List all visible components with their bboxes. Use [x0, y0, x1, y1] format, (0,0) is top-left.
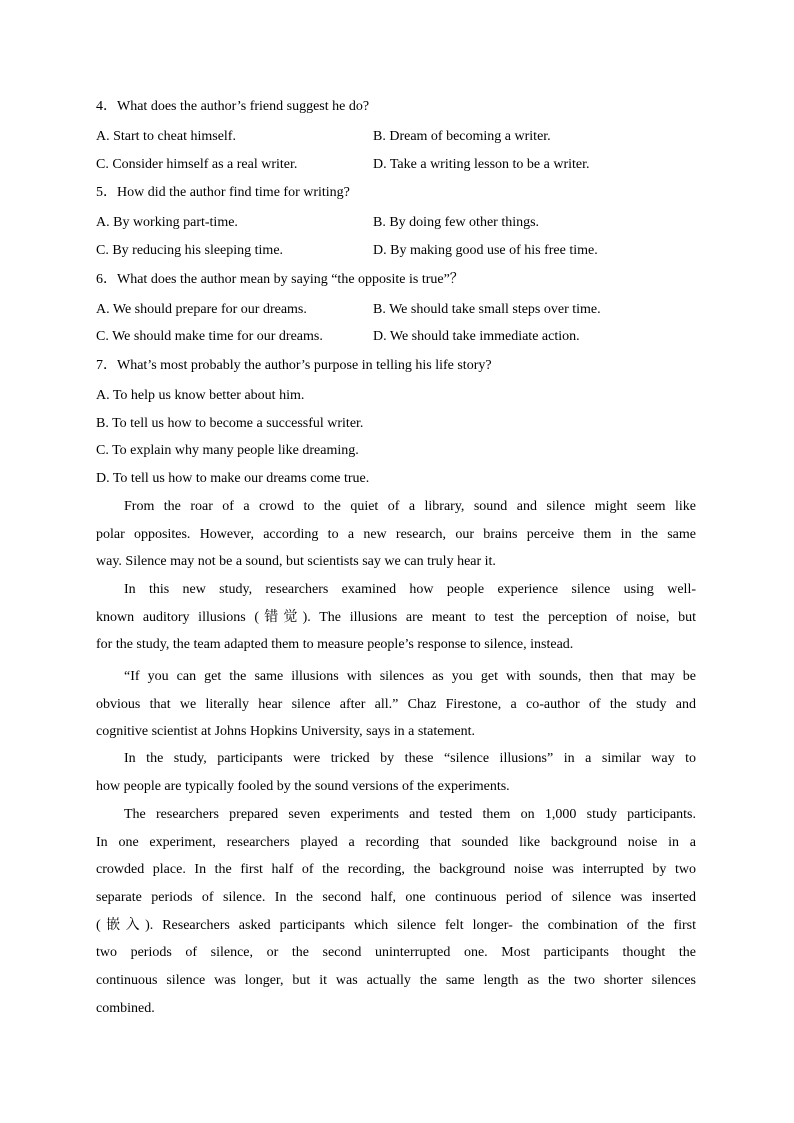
question-number: 7．: [96, 358, 117, 373]
question-text: What’s most probably the author’s purpose in telling his life story?: [117, 358, 492, 373]
question-7-stem: [96, 357, 492, 375]
question-7-option-b[interactable]: B. To tell us how to become a successful writer.: [96, 416, 364, 431]
question-6-stem: [96, 271, 464, 289]
paragraph-line: cognitive scientist at Johns Hopkins University, says in a statement.: [96, 724, 475, 740]
question-6-option-c[interactable]: C. We should make time for our dreams.: [96, 329, 323, 344]
paragraph-line: crowded place. In the first half of the recording, the background noise was interrupted by two: [96, 862, 696, 878]
paragraph-line: way. Silence may not be a sound, but scientists say we can truly hear it.: [96, 554, 496, 570]
question-text: How did the author find time for writing?: [117, 185, 350, 200]
question-4-option-d[interactable]: D. Take a writing lesson to be a writer.: [373, 157, 590, 172]
question-4-option-a[interactable]: A. Start to cheat himself.: [96, 129, 236, 144]
question-6-option-b[interactable]: B. We should take small steps over time.: [373, 302, 601, 317]
passage-paragraph-3: [96, 663, 696, 746]
paragraph-line: In one experiment, researchers played a recording that sounded like background noise in a: [96, 834, 696, 850]
question-7-option-c[interactable]: C. To explain why many people like dreaming.: [96, 443, 359, 458]
passage-paragraph-2: [96, 576, 696, 659]
paragraph-line: known auditory illusions (错觉). The illusions are meant to test the perception of noise, but: [96, 609, 696, 625]
question-text: What does the author mean by saying “the opposite is true”？: [117, 272, 464, 287]
question-number: 6．: [96, 272, 117, 287]
question-text: What does the author’s friend suggest he do?: [117, 99, 370, 114]
paragraph-line: (嵌入). Researchers asked participants which silence felt longer- the combination of the first: [96, 917, 696, 933]
question-5-option-a[interactable]: A. By working part-time.: [96, 215, 238, 230]
question-5-option-c[interactable]: C. By reducing his sleeping time.: [96, 243, 284, 258]
paragraph-line: how people are typically fooled by the sound versions of the experiments.: [96, 778, 510, 794]
paragraph-line: obvious that we literally hear silence after all.” Chaz Firestone, a co-author of the study and: [96, 696, 696, 712]
paragraph-line: polar opposites. However, according to a new research, our brains perceive them in the same: [96, 526, 696, 542]
question-5-option-d[interactable]: D. By making good use of his free time.: [373, 243, 598, 258]
paragraph-line: “If you can get the same illusions with silences as you get with sounds, then that may be: [124, 669, 696, 684]
question-number: 4．: [96, 99, 117, 114]
question-6-option-d[interactable]: D. We should take immediate action.: [373, 329, 580, 344]
paragraph-line: separate periods of silence. In the second half, one continuous period of silence was inserted: [96, 890, 696, 906]
question-5-option-b[interactable]: B. By doing few other things.: [373, 215, 540, 230]
question-5-stem: [96, 184, 350, 202]
question-7-option-a[interactable]: A. To help us know better about him.: [96, 388, 305, 403]
paragraph-line: for the study, the team adapted them to measure people’s response to silence, instead.: [96, 637, 574, 653]
question-6-option-a[interactable]: A. We should prepare for our dreams.: [96, 302, 307, 317]
paragraph-line: continuous silence was longer, but it was actually the same length as the two shorter silences: [96, 973, 696, 989]
paragraph-line: combined.: [96, 1000, 155, 1016]
passage-paragraph-4: [96, 745, 696, 800]
paragraph-line: two periods of silence, or the second uninterrupted one. Most participants thought the: [96, 945, 696, 961]
paragraph-line: From the roar of a crowd to the quiet of a library, sound and silence might seem like: [124, 499, 696, 514]
question-number: 5．: [96, 185, 117, 200]
paragraph-line: The researchers prepared seven experiments and tested them on 1,000 study participants.: [124, 807, 696, 822]
question-4-option-b[interactable]: B. Dream of becoming a writer.: [373, 129, 551, 144]
passage-paragraph-5: [96, 801, 696, 1023]
question-4-option-c[interactable]: C. Consider himself as a real writer.: [96, 157, 298, 172]
paragraph-line: In this new study, researchers examined how people experience silence using well-: [124, 582, 696, 597]
paragraph-line: In the study, participants were tricked by these “silence illusions” in a similar way to: [124, 751, 696, 766]
passage-paragraph-1: [96, 493, 696, 576]
question-4-stem: [96, 98, 369, 116]
question-7-option-d[interactable]: D. To tell us how to make our dreams come true.: [96, 471, 370, 486]
